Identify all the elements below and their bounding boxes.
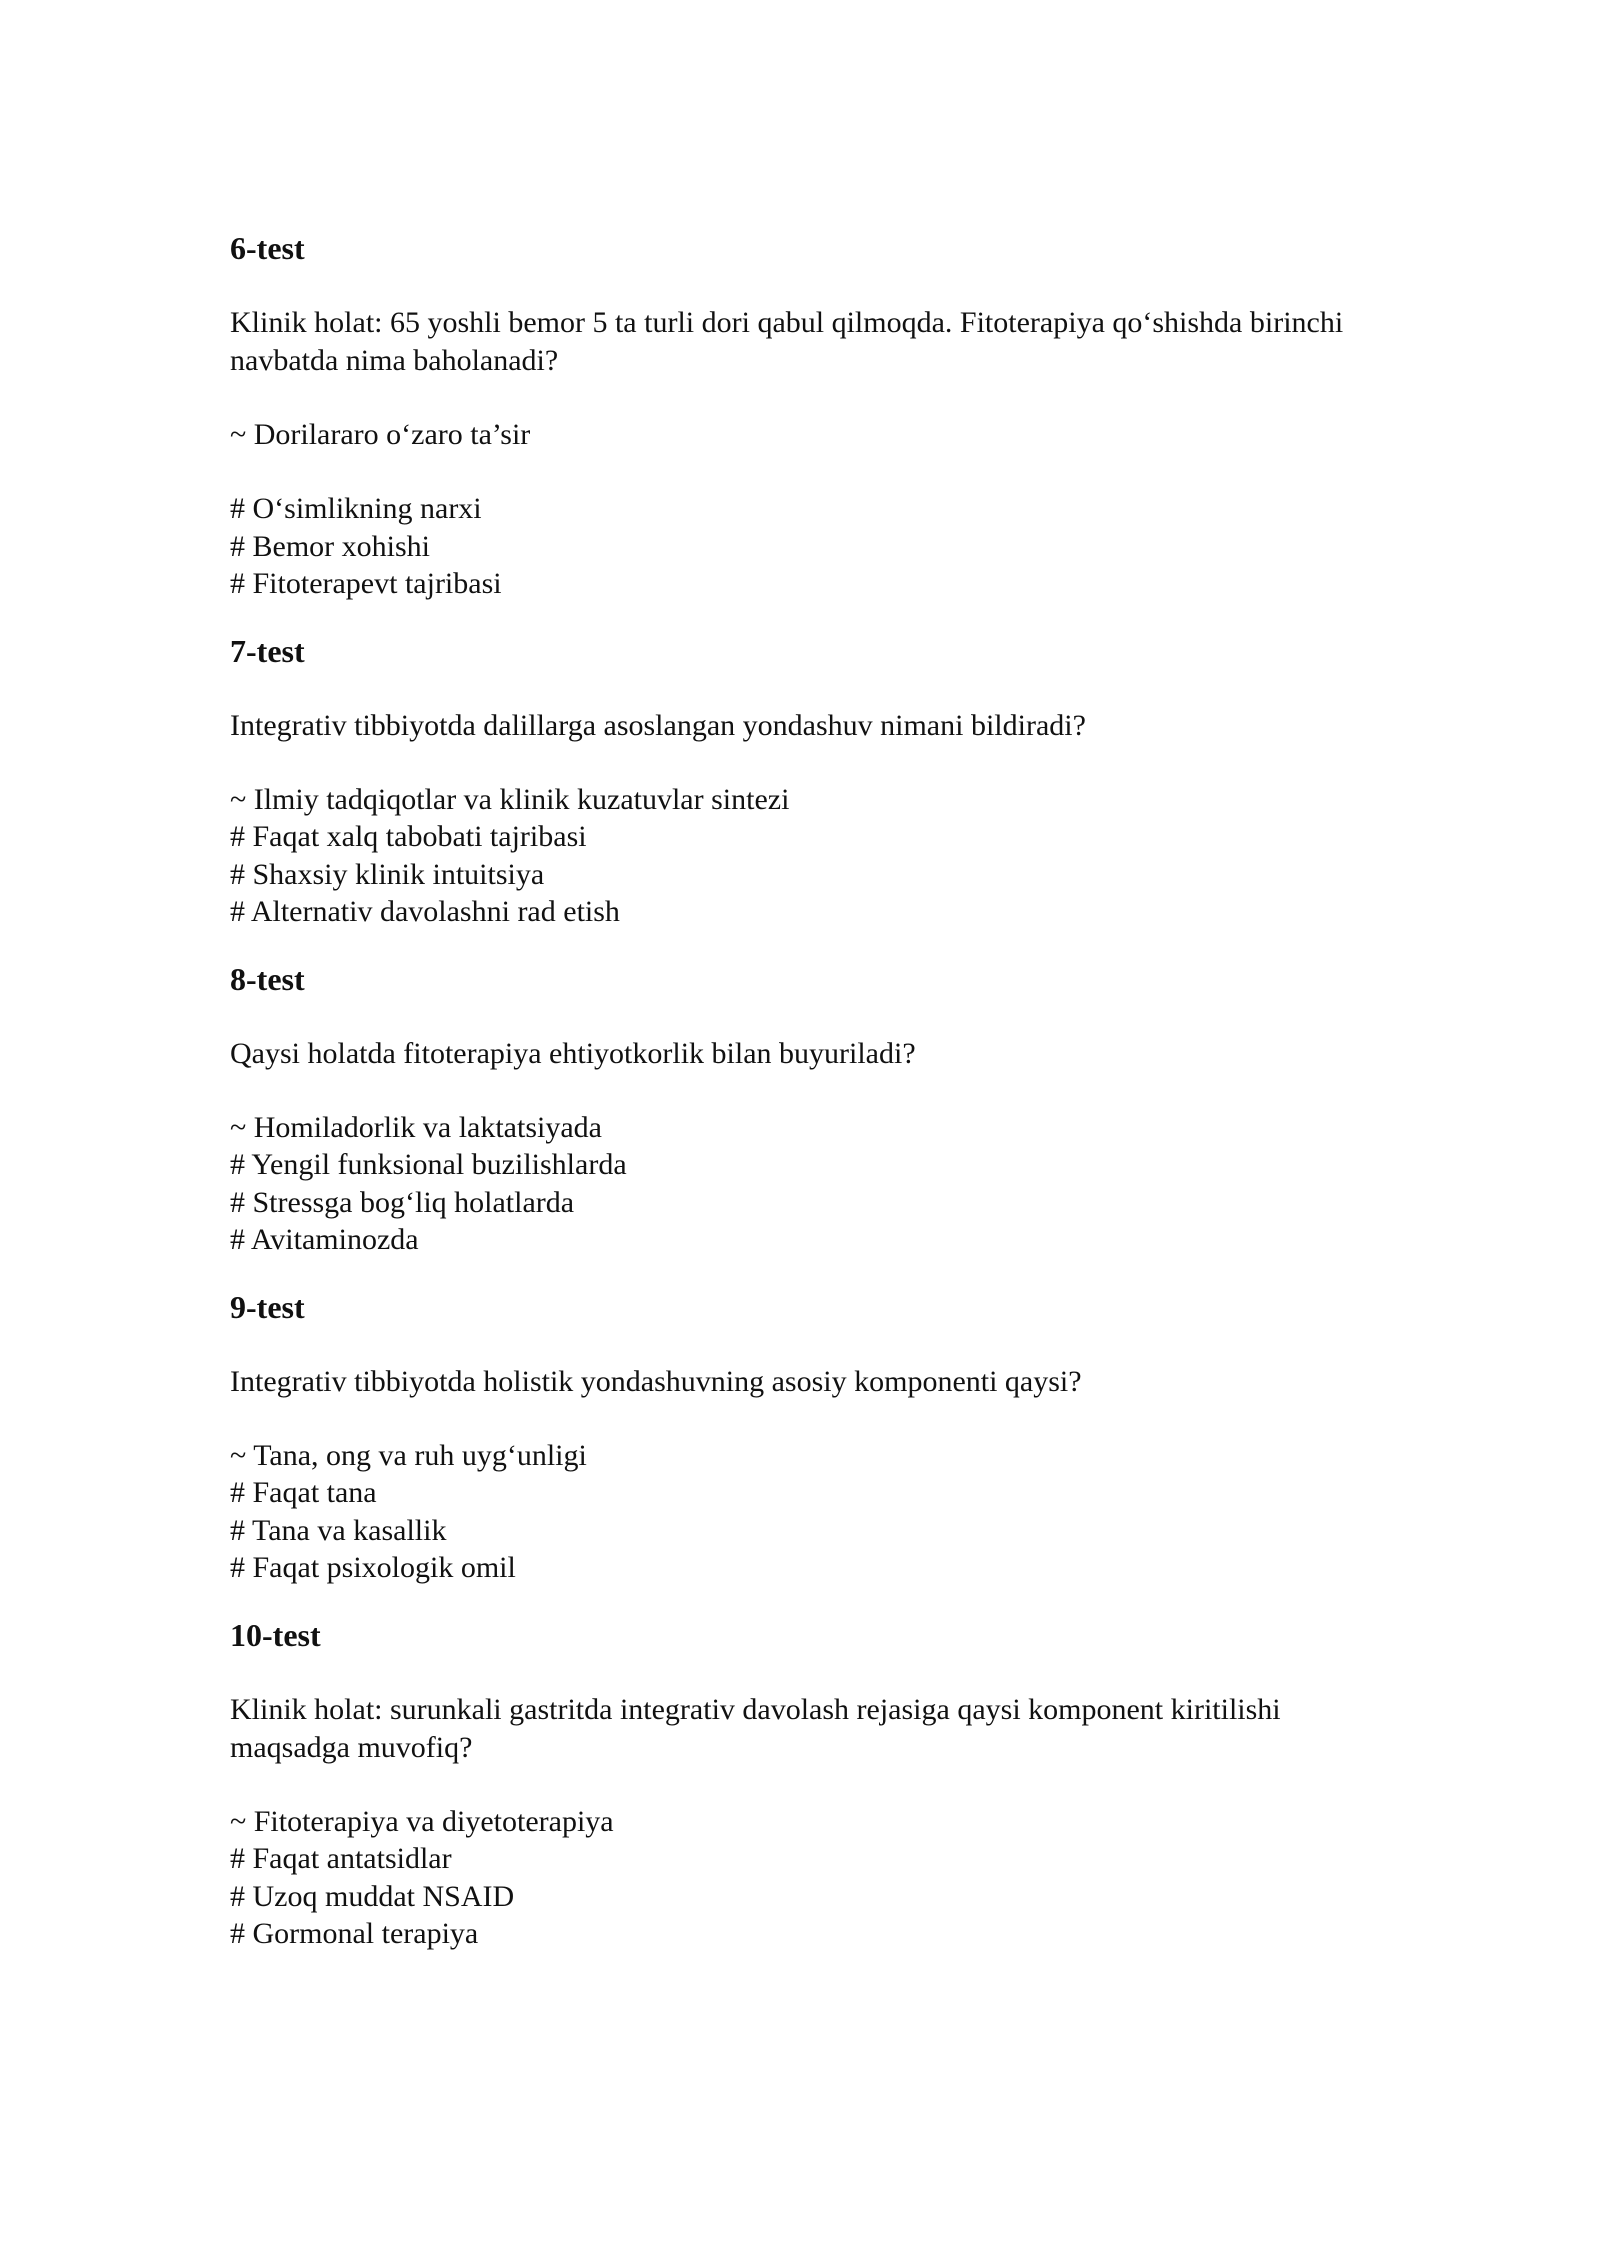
wrong-answers [230, 490, 1470, 603]
test-title: 10-test [230, 1616, 321, 1653]
question-text [230, 1035, 1470, 1073]
document-page [230, 228, 1470, 1981]
answers [230, 781, 1470, 931]
test-block [230, 1615, 1470, 1953]
test-block [230, 631, 1470, 931]
wrong-answer: # Bemor xohishi [230, 529, 430, 563]
question-text [230, 707, 1470, 745]
answers [230, 1109, 1470, 1259]
wrong-answer: # O‘simlikning narxi [230, 492, 482, 525]
wrong-answer: # Avitaminozda [230, 1223, 419, 1256]
question-text [230, 304, 1470, 380]
wrong-answer: # Fitoterapevt tajribasi [230, 567, 502, 600]
test-title: 9-test [230, 1288, 305, 1325]
wrong-answer: # Alternativ davolashni rad etish [230, 895, 620, 928]
wrong-answer: # Uzoq muddat NSAID [230, 1879, 515, 1913]
question-line: Integrativ tibbiyotda dalillarga asoslangan yondashuv nimani bildiradi? [230, 708, 1086, 742]
wrong-answer: # Gormonal terapiya [230, 1917, 479, 1950]
wrong-answer: # Faqat tana [230, 1476, 377, 1509]
correct-answer: ~ Ilmiy tadqiqotlar va klinik kuzatuvlar sintezi [230, 782, 790, 816]
question-text [230, 1691, 1470, 1767]
question-line: Klinik holat: 65 yoshli bemor 5 ta turli dori qabul qilmoqda. Fitoterapiya qo‘shishda birinchi [230, 306, 1344, 339]
question-line: Qaysi holatda fitoterapiya ehtiyotkorlik bilan buyuriladi? [230, 1036, 916, 1070]
test-title: 7-test [230, 632, 305, 669]
test-title: 6-test [230, 230, 305, 266]
question-line: maqsadga muvofiq? [230, 1730, 473, 1764]
wrong-answer: # Yengil funksional buzilishlarda [230, 1148, 627, 1181]
wrong-answer: # Faqat xalq tabobati tajribasi [230, 820, 587, 853]
test-title: 8-test [230, 960, 305, 997]
question-line: navbatda nima baholanadi? [230, 344, 559, 377]
wrong-answer: # Tana va kasallik [230, 1513, 447, 1547]
answers [230, 1803, 1470, 1953]
correct-answer: ~ Homiladorlik va laktatsiyada [230, 1110, 602, 1144]
wrong-answer: # Shaxsiy klinik intuitsiya [230, 857, 545, 891]
test-block [230, 959, 1470, 1259]
wrong-answer: # Faqat psixologik omil [230, 1551, 516, 1584]
test-block [230, 1287, 1470, 1587]
wrong-answer: # Faqat antatsidlar [230, 1842, 452, 1875]
test-block [230, 228, 1470, 603]
answers [230, 1437, 1470, 1587]
wrong-answer: # Stressga bog‘liq holatlarda [230, 1185, 575, 1219]
correct-answer: ~ Tana, ong va ruh uyg‘unligi [230, 1438, 587, 1472]
correct-answer: ~ Fitoterapiya va diyetoterapiya [230, 1804, 614, 1838]
question-line: Integrativ tibbiyotda holistik yondashuvning asosiy komponenti qaysi? [230, 1364, 1082, 1398]
correct-answer: ~ Dorilararo o‘zaro ta’sir [230, 418, 531, 451]
question-text [230, 1363, 1470, 1401]
question-line: Klinik holat: surunkali gastritda integrativ davolash rejasiga qaysi komponent kiritilishi [230, 1692, 1281, 1726]
